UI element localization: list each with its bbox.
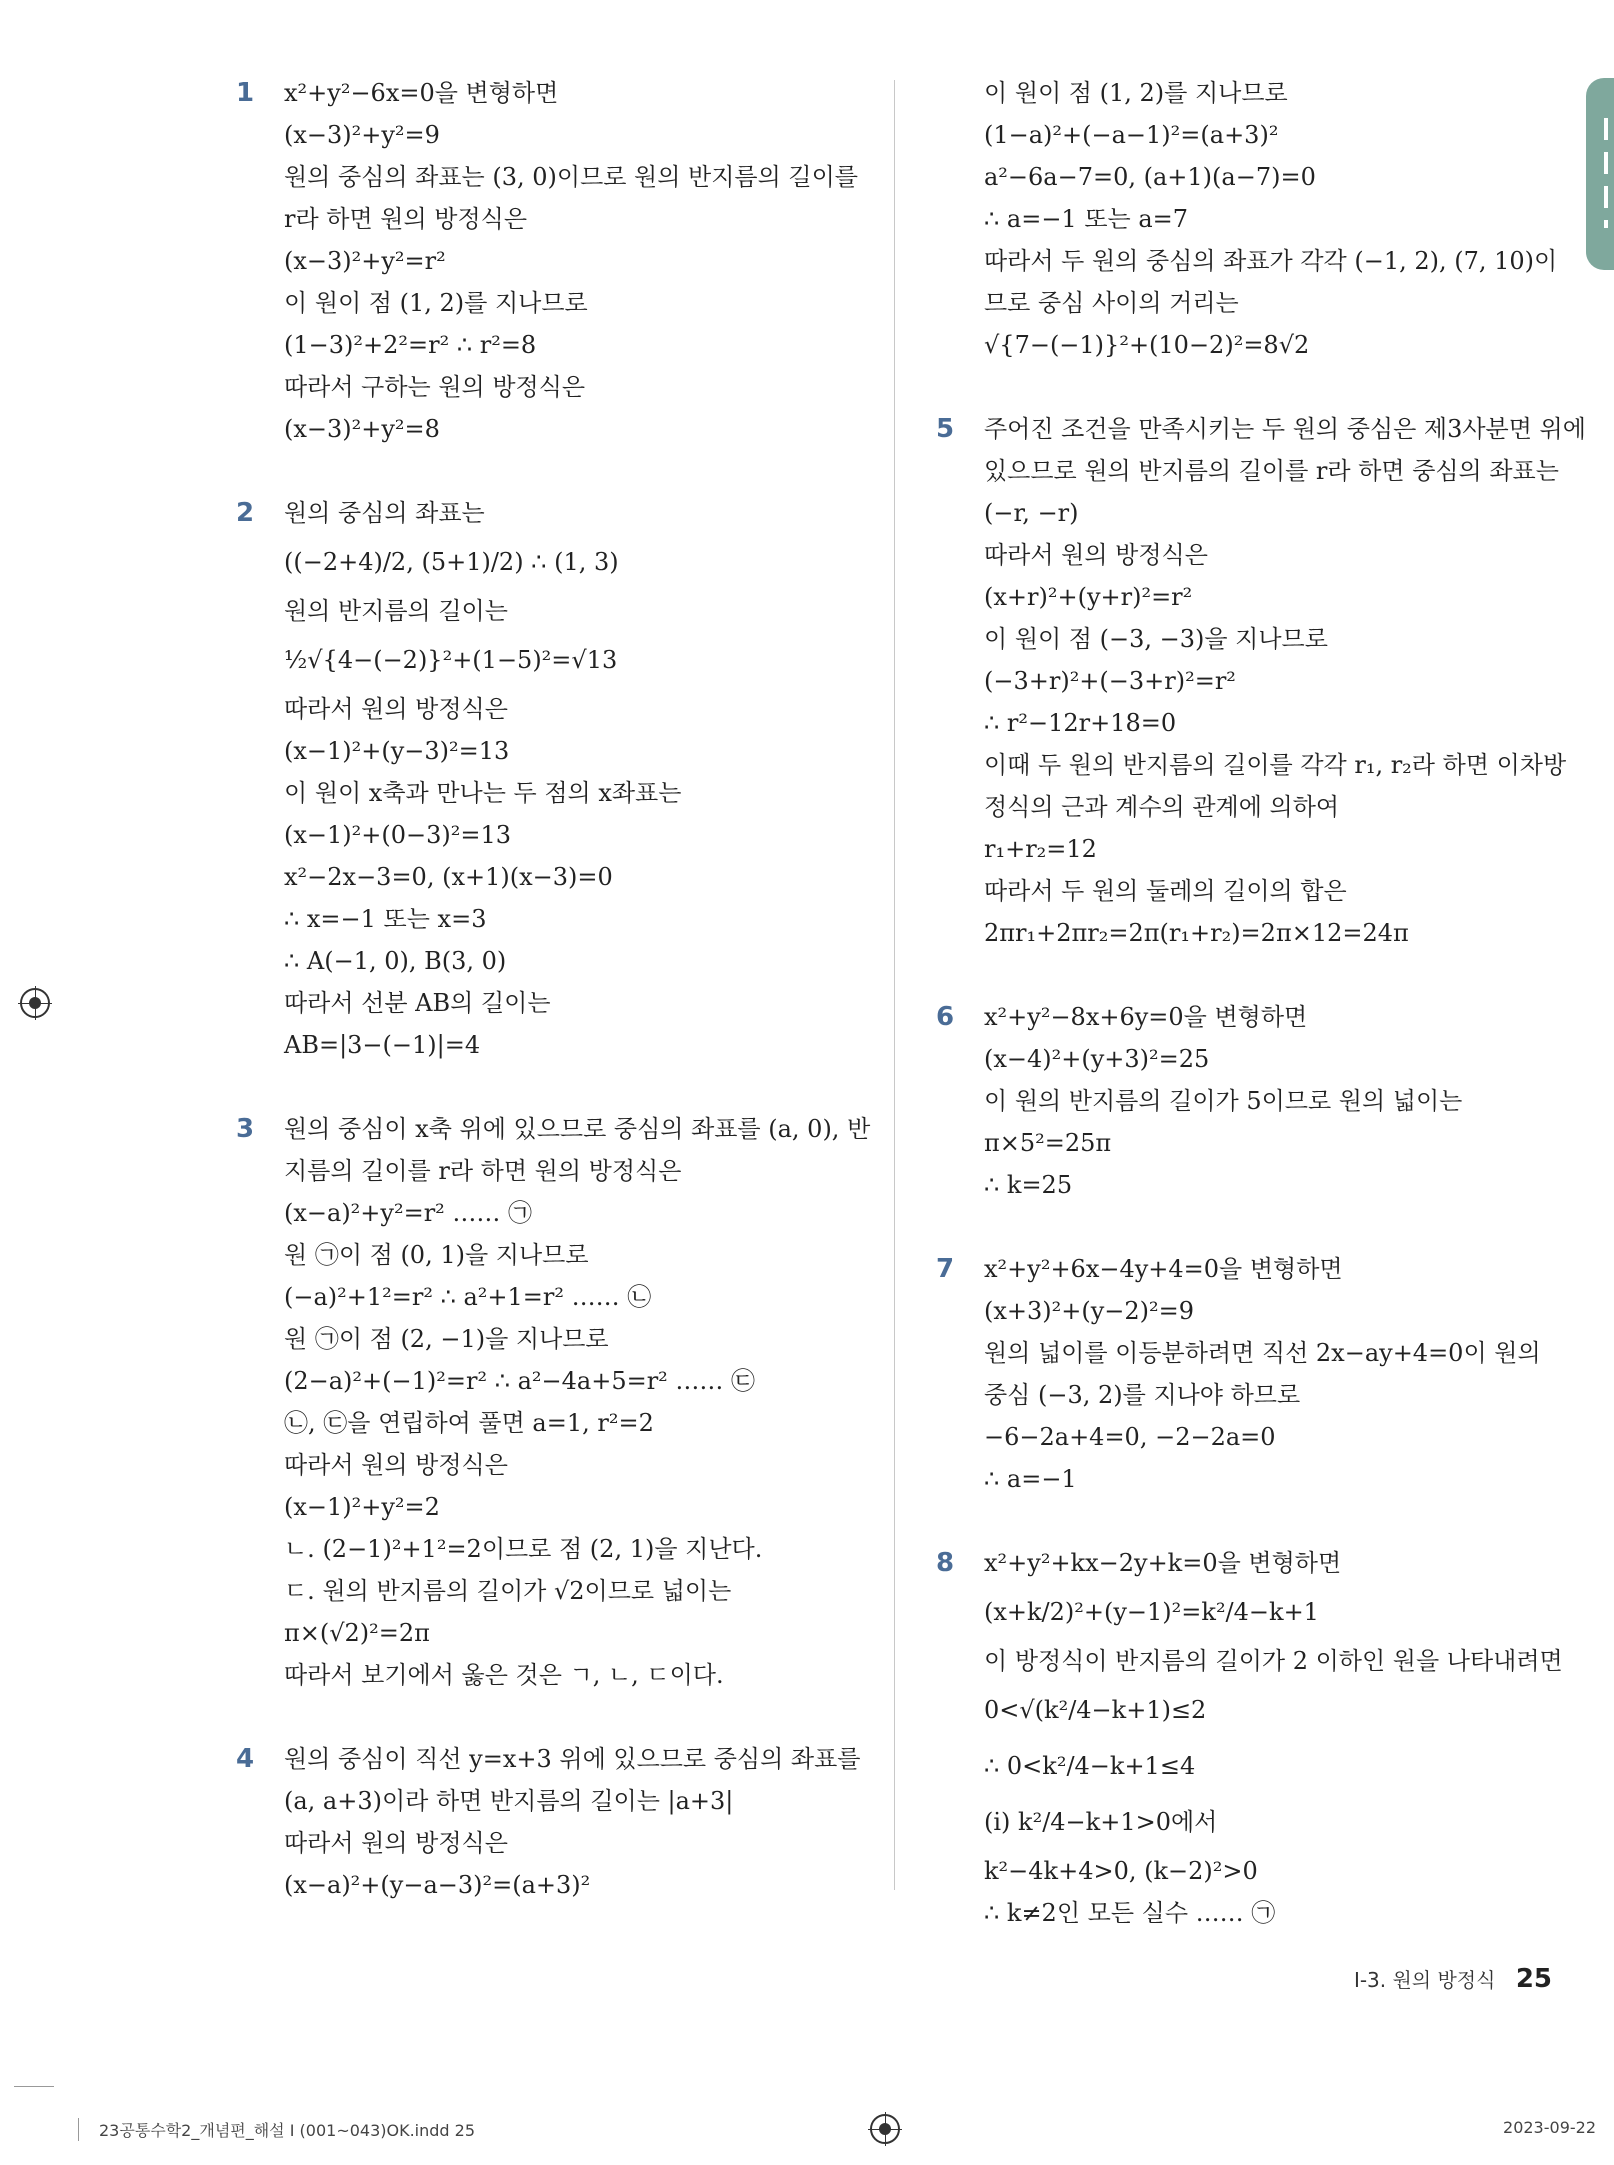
solution-line: (x+k/2)²+(y−1)²=k²/4−k+1 bbox=[984, 1598, 1319, 1626]
solution-line: 따라서 보기에서 옳은 것은 ㄱ, ㄴ, ㄷ이다. bbox=[284, 1661, 724, 1689]
solution-line: 이 원이 점 (1, 2)를 지나므로 bbox=[284, 289, 588, 317]
solution-line: (−3+r)²+(−3+r)²=r² bbox=[984, 667, 1236, 695]
solution-line: −6−2a+4=0, −2−2a=0 bbox=[984, 1423, 1276, 1451]
solution-line: (a, a+3)이라 하면 반지름의 길이는 |a+3| bbox=[284, 1787, 734, 1815]
problem-2 bbox=[236, 492, 876, 1066]
solution-line: x²+y²−6x=0을 변형하면 bbox=[284, 79, 559, 107]
page-number: 25 bbox=[1515, 1964, 1552, 1994]
problem-number: 6 bbox=[936, 1002, 955, 1032]
print-date: 2023-09-22 bbox=[1503, 2118, 1596, 2137]
problem-8 bbox=[936, 1542, 1576, 1934]
solution-line: (x−1)²+y²=2 bbox=[284, 1493, 440, 1521]
solution-line: 중심 (−3, 2)를 지나야 하므로 bbox=[984, 1381, 1301, 1409]
solution-line: 따라서 선분 AB의 길이는 bbox=[284, 989, 551, 1017]
problem-number: 7 bbox=[936, 1254, 955, 1284]
solution-line: (1−a)²+(−a−1)²=(a+3)² bbox=[984, 121, 1279, 149]
solution-line: ∴ k=25 bbox=[984, 1171, 1073, 1199]
solution-line: 0<√(k²/4−k+1)≤2 bbox=[984, 1696, 1207, 1724]
left-column bbox=[236, 72, 876, 1948]
file-slug: 23공통수학2_개념편_해설 I (001~043)OK.indd 25 bbox=[78, 2118, 475, 2141]
solution-line: ∴ a=−1 bbox=[984, 1465, 1077, 1493]
solution-line: 있으므로 원의 반지름의 길이를 r라 하면 중심의 좌표는 bbox=[984, 457, 1559, 485]
solution-line: x²+y²+kx−2y+k=0을 변형하면 bbox=[984, 1549, 1342, 1577]
right-column bbox=[936, 72, 1586, 1976]
problem-4 bbox=[236, 1738, 876, 1906]
solution-line: 원의 반지름의 길이는 bbox=[284, 597, 508, 625]
solution-line: AB=|3−(−1)|=4 bbox=[284, 1031, 481, 1059]
problem-number: 3 bbox=[236, 1114, 255, 1144]
solution-line: (x−4)²+(y+3)²=25 bbox=[984, 1045, 1210, 1073]
solution-line: (x−a)²+(y−a−3)²=(a+3)² bbox=[284, 1871, 591, 1899]
solution-line: k²−4k+4>0, (k−2)²>0 bbox=[984, 1857, 1258, 1885]
solution-line: 이 원이 x축과 만나는 두 점의 x좌표는 bbox=[284, 779, 682, 807]
solution-line: 이 원이 점 (−3, −3)을 지나므로 bbox=[984, 625, 1328, 653]
solution-line: 따라서 원의 방정식은 bbox=[984, 541, 1208, 569]
solution-line: (1−3)²+2²=r² ∴ r²=8 bbox=[284, 331, 537, 359]
solution-line: ㄴ. (2−1)²+1²=2이므로 점 (2, 1)을 지난다. bbox=[284, 1535, 763, 1563]
problem-7 bbox=[936, 1248, 1576, 1500]
solution-line: 이 원이 점 (1, 2)를 지나므로 bbox=[984, 79, 1288, 107]
solution-line: 원의 중심의 좌표는 (3, 0)이므로 원의 반지름의 길이를 bbox=[284, 163, 858, 191]
solution-line: (−a)²+1²=r² ∴ a²+1=r² …… ㉡ bbox=[284, 1283, 652, 1311]
solution-line: (x−3)²+y²=9 bbox=[284, 121, 440, 149]
solution-line: r₁+r₂=12 bbox=[984, 835, 1097, 863]
problem-number: 2 bbox=[236, 498, 255, 528]
solution-line: (−r, −r) bbox=[984, 499, 1079, 527]
problem-number: 1 bbox=[236, 78, 255, 108]
problem-number: 4 bbox=[236, 1744, 255, 1774]
solution-line: (i) k²/4−k+1>0에서 bbox=[984, 1808, 1218, 1836]
section-label: I-3. 원의 방정식 bbox=[1353, 1968, 1496, 1992]
solution-line: 지름의 길이를 r라 하면 원의 방정식은 bbox=[284, 1157, 682, 1185]
crop-rule bbox=[14, 2086, 54, 2087]
solution-line: 따라서 두 원의 둘레의 길이의 합은 bbox=[984, 877, 1347, 905]
solution-line: ∴ r²−12r+18=0 bbox=[984, 709, 1177, 737]
solution-line: 원 ㉠이 점 (2, −1)을 지나므로 bbox=[284, 1325, 609, 1353]
solution-line: 므로 중심 사이의 거리는 bbox=[984, 289, 1239, 317]
solution-line: 원의 중심이 직선 y=x+3 위에 있으므로 중심의 좌표를 bbox=[284, 1745, 861, 1773]
problem-5 bbox=[936, 408, 1586, 954]
registration-mark-icon bbox=[20, 988, 50, 1018]
solution-line: (x+r)²+(y+r)²=r² bbox=[984, 583, 1193, 611]
solution-line: ㉡, ㉢을 연립하여 풀면 a=1, r²=2 bbox=[284, 1409, 654, 1437]
solution-line: x²−2x−3=0, (x+1)(x−3)=0 bbox=[284, 863, 613, 891]
solution-line: ∴ a=−1 또는 a=7 bbox=[984, 205, 1189, 233]
problem-4-continued bbox=[936, 72, 1576, 366]
solution-line: a²−6a−7=0, (a+1)(a−7)=0 bbox=[984, 163, 1316, 191]
solution-line: π×5²=25π bbox=[984, 1129, 1112, 1157]
solution-line: 주어진 조건을 만족시키는 두 원의 중심은 제3사분면 위에 bbox=[984, 415, 1586, 443]
solution-line: √{7−(−1)}²+(10−2)²=8√2 bbox=[984, 331, 1310, 359]
column-divider bbox=[894, 80, 895, 1890]
solution-line: (x−3)²+y²=r² bbox=[284, 247, 446, 275]
solution-line: r라 하면 원의 방정식은 bbox=[284, 205, 528, 233]
solution-line: 원의 중심이 x축 위에 있으므로 중심의 좌표를 (a, 0), 반 bbox=[284, 1115, 871, 1143]
chapter-side-tab bbox=[1586, 78, 1614, 270]
solution-line: 따라서 원의 방정식은 bbox=[284, 695, 508, 723]
solution-line: x²+y²+6x−4y+4=0을 변형하면 bbox=[984, 1255, 1343, 1283]
solution-line: (x+3)²+(y−2)²=9 bbox=[984, 1297, 1195, 1325]
solution-line: 따라서 원의 방정식은 bbox=[284, 1829, 508, 1857]
problem-number: 8 bbox=[936, 1548, 955, 1578]
solution-line: 따라서 원의 방정식은 bbox=[284, 1451, 508, 1479]
solution-line: ㄷ. 원의 반지름의 길이가 √2이므로 넓이는 bbox=[284, 1577, 732, 1605]
solution-line: (x−3)²+y²=8 bbox=[284, 415, 440, 443]
solution-line: 2πr₁+2πr₂=2π(r₁+r₂)=2π×12=24π bbox=[984, 919, 1409, 947]
problem-1 bbox=[236, 72, 876, 450]
solution-line: 이 원의 반지름의 길이가 5이므로 원의 넓이는 bbox=[984, 1087, 1463, 1115]
solution-line: ∴ x=−1 또는 x=3 bbox=[284, 905, 487, 933]
solution-line: (x−1)²+(y−3)²=13 bbox=[284, 737, 510, 765]
solution-line: (x−1)²+(0−3)²=13 bbox=[284, 821, 512, 849]
solution-line: (x−a)²+y²=r² …… ㉠ bbox=[284, 1199, 533, 1227]
problem-3 bbox=[236, 1108, 876, 1696]
registration-mark-icon bbox=[870, 2114, 900, 2144]
solution-line: 정식의 근과 계수의 관계에 의하여 bbox=[984, 793, 1340, 821]
page-footer bbox=[1354, 1964, 1552, 1994]
solution-line: 원의 넓이를 이등분하려면 직선 2x−ay+4=0이 원의 bbox=[984, 1339, 1541, 1367]
problem-6 bbox=[936, 996, 1576, 1206]
solution-line: 원 ㉠이 점 (0, 1)을 지나므로 bbox=[284, 1241, 589, 1269]
solution-line: 이때 두 원의 반지름의 길이를 각각 r₁, r₂라 하면 이차방 bbox=[984, 751, 1567, 779]
solution-line: x²+y²−8x+6y=0을 변형하면 bbox=[984, 1003, 1308, 1031]
solution-line: 따라서 두 원의 중심의 좌표가 각각 (−1, 2), (7, 10)이 bbox=[984, 247, 1558, 275]
solution-line: (2−a)²+(−1)²=r² ∴ a²−4a+5=r² …… ㉢ bbox=[284, 1367, 756, 1395]
solution-line: ∴ 0<k²/4−k+1≤4 bbox=[984, 1752, 1196, 1780]
solution-line: 이 방정식이 반지름의 길이가 2 이하인 원을 나타내려면 bbox=[984, 1647, 1563, 1675]
solution-line: ∴ k≠2인 모든 실수 …… ㉠ bbox=[984, 1899, 1276, 1927]
solution-line: ½√{4−(−2)}²+(1−5)²=√13 bbox=[284, 646, 618, 674]
solution-line: 원의 중심의 좌표는 bbox=[284, 499, 485, 527]
problem-number: 5 bbox=[936, 414, 955, 444]
solution-line: 따라서 구하는 원의 방정식은 bbox=[284, 373, 586, 401]
solution-line: ∴ A(−1, 0), B(3, 0) bbox=[284, 947, 507, 975]
solution-line: π×(√2)²=2π bbox=[284, 1619, 430, 1647]
solution-line: ((−2+4)/2, (5+1)/2) ∴ (1, 3) bbox=[284, 548, 619, 576]
